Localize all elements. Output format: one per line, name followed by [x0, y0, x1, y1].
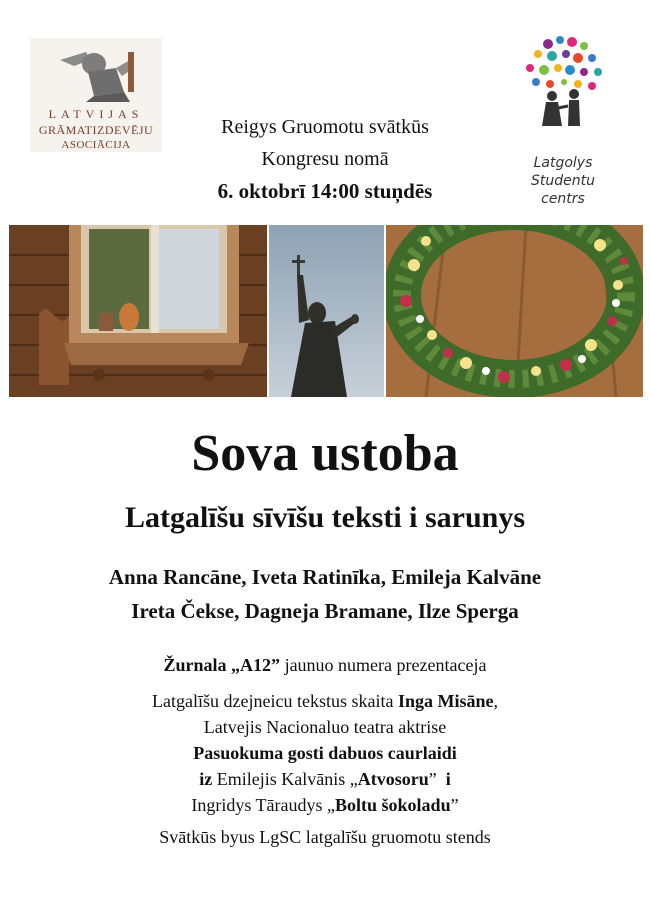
window-photo [9, 225, 267, 397]
guests-line1: Pasuokuma gosti dabuos caurlaidi [193, 743, 457, 763]
logo-text-line1: LATVIJAS [48, 107, 144, 121]
authors-list [0, 560, 650, 628]
page-subtitle: Latgalīšu sīvīšu teksti i sarunys [124, 501, 526, 534]
event-datetime: 6. oktobrī 14:00 stuņdēs [217, 179, 433, 203]
book-boltu-sokoladu: Boltu šokoladu [335, 795, 451, 815]
journal-line [0, 652, 650, 678]
guests-line2 [0, 766, 650, 792]
logo-text-line3: centrs [541, 191, 585, 207]
event-venue: Kongresu nomā [261, 148, 389, 170]
guests-quote-close2: ” [450, 795, 459, 815]
reader-prefix: Latgalīšu dzejneicu tekstus skaita [152, 691, 398, 711]
authors-line2: Ireta Čekse, Dagneja Bramane, Ilze Sperga [131, 599, 519, 623]
footer-note: Svātkūs byus LgSC latgalīšu gruomotu stends [159, 827, 491, 847]
logo-text-line1: Latgolys [533, 155, 593, 171]
guests-line3 [0, 792, 650, 818]
guests-quote-close: ” [428, 769, 446, 789]
reader-name: Inga Misāne [397, 691, 494, 711]
event-name: Reigys Gruomotu svātkūs [221, 116, 429, 138]
logo-text-line2: GRĀMATIZDEVĒJU [38, 123, 154, 137]
guests-and: i [445, 769, 451, 789]
journal-rest: jaunuo numera prezentaceja [280, 655, 487, 675]
reader-role: Latvejis Nacionaluo teatra aktrise [203, 717, 447, 737]
guests-author2: Ingridys Tāraudys „ [191, 795, 336, 815]
photo-strip [9, 225, 643, 397]
guests-author1: Emilejis Kalvānis „ [212, 769, 358, 789]
page-title: Sova ustoba [191, 425, 459, 482]
authors-line1: Anna Rancāne, Iveta Ratinīka, Emileja Kalvāne [108, 565, 542, 589]
book-atvosoru: Atvosoru [357, 769, 429, 789]
reader-figure-icon [30, 38, 162, 102]
logo-text-line2: Studentu [531, 173, 595, 189]
logo-text-line3: ASOCIĀCIJA [61, 139, 131, 151]
event-header [170, 112, 480, 206]
tree-people-icon [508, 30, 618, 140]
guests-iz: iz [199, 769, 213, 789]
publishers-association-logo [30, 38, 162, 152]
journal-title: Žurnala „A12” [163, 655, 281, 675]
reader-line [0, 688, 650, 714]
student-centre-logo [508, 30, 618, 216]
reader-suffix: , [493, 691, 498, 711]
event-description [0, 652, 650, 850]
statue-photo [269, 225, 384, 397]
wreath-photo [386, 225, 643, 397]
